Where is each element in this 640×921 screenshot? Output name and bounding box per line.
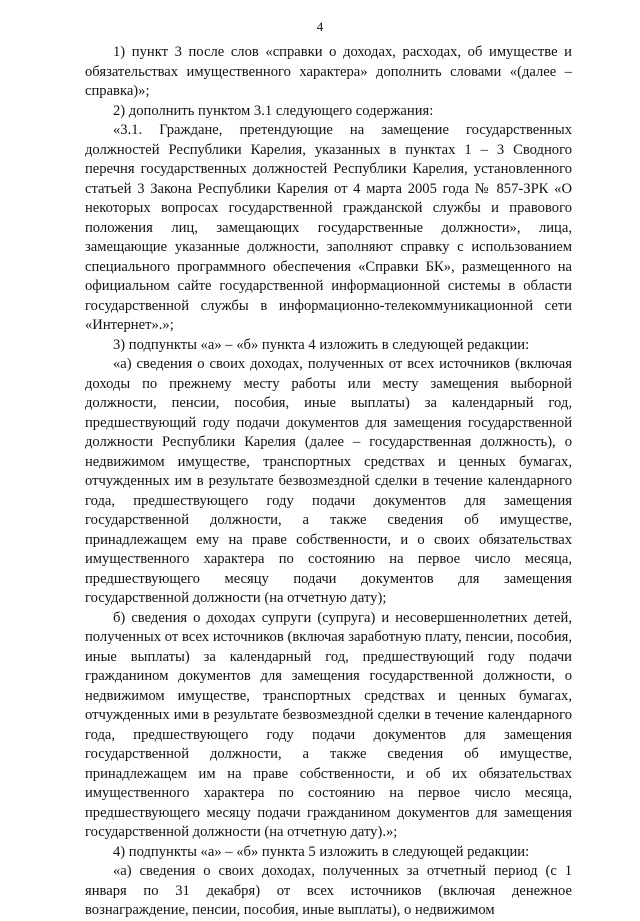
paragraph-item-4: 4) подпункты «а» – «б» пункта 5 изложить в следующей редакции: [113,843,530,860]
paragraph-subitem-a-point-5: «а) сведения о своих доходах, полученных за отчетный период (с 1 января по 31 декабря) от всех источников (включая денежное вознаграждение, пенсии, пособия, иные выплаты), о недвижимом [85,863,572,918]
paragraph-item-1: 1) пункт 3 после слов «справки о доходах, расходах, об имуществе и обязательствах имущественного характера» дополнить словами «(далее – справка)»; [85,44,572,99]
paragraph-subitem-a: «а) сведения о своих доходах, полученных от всех источников (включая доходы по прежнему месту работы или месту замещения выборной должности, пенсии, пособия, иные выплаты) за календарный год, предшествующий году подачи документов для замещения государственной должности Республики Карелия (далее – государственная должность), о недвижимом имуществе, транспортных средствах и ценных бумагах, отчужденных им в результате безвозмездной сделки в течение календарного года, предшествующего году подачи документов для замещения государственной должности, а также сведения об имуществе, принадлежащем ему на праве собственности, и о своих обязательствах имущественного характера по состоянию на первое число месяца, предшествующего месяцу подачи документов для замещения государственной должности (на отчетную дату); [85,356,572,606]
page-number: 4 [316,19,324,34]
document-body [85,43,572,921]
paragraph-subitem-b: б) сведения о доходах супруги (супруга) и несовершеннолетних детей, полученных от всех источников (включая заработную плату, пенсии, пособия, иные выплаты) за календарный год, предшествующий году подачи гражданином документов для замещения государственной должности, о недвижимом имуществе, транспортных средствах и ценных бумагах, отчужденных ими в результате безвозмездной сделки в течение календарного года, предшествующего году подачи документов для замещения государственной должности, а также сведения об имуществе, принадлежащем им на праве собственности, и об их обязательствах имущественного характера по состоянию на первое число месяца, предшествующего месяцу подачи гражданином документов для замещения государственной должности (на отчетную дату).»; [85,609,572,840]
paragraph-item-2: 2) дополнить пунктом 3.1 следующего содержания: [113,102,434,119]
paragraph-clause-3-1: «3.1. Граждане, претендующие на замещение государственных должностей Республики Карелия, указанных в пунктах 1 – 3 Сводного перечня государственных должностей Республики Карелия, установленного статьей 3 Закона Республики Карелия от 4 марта 2005 года № 857-ЗРК «О некоторых вопросах государственной гражданской службы и правового положения лиц, замещающих государственные должности», лица, замещающие указанные должности, заполняют справку с использованием специального программного обеспечения «Справки БК», размещенного на официальном сайте государственной информационной системы в области государственной службы в информационно-телекоммуникационной сети «Интернет».»; [85,122,572,333]
paragraph-item-3: 3) подпункты «а» – «б» пункта 4 изложить в следующей редакции: [113,336,530,353]
